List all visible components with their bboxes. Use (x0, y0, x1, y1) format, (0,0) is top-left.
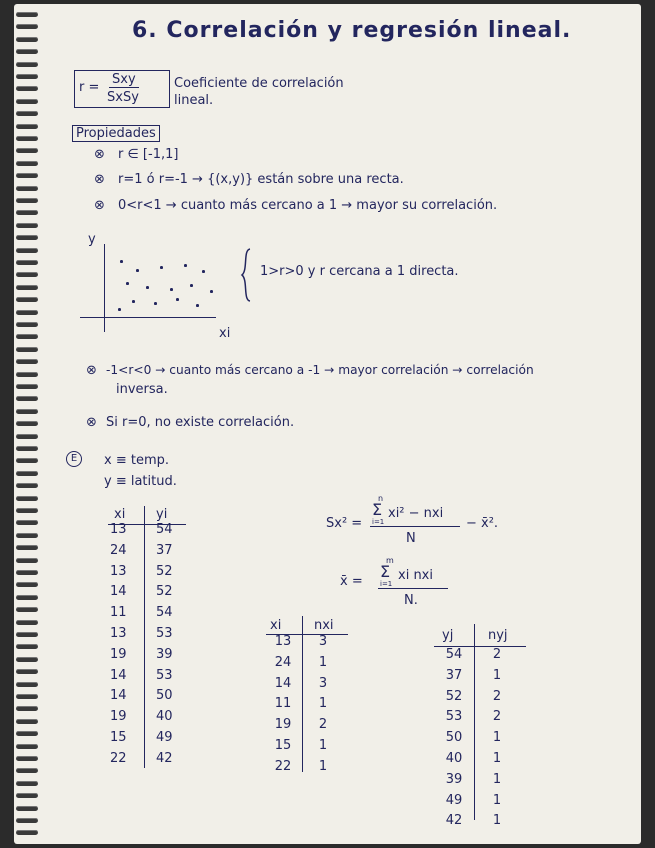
spiral-ring (16, 744, 38, 749)
spiral-ring (16, 272, 38, 277)
table-cell: 42 (445, 813, 463, 829)
spiral-ring (16, 347, 38, 352)
sx2-fraction-bar (370, 526, 460, 527)
table-main-y-column (156, 520, 186, 770)
spiral-ring (16, 607, 38, 612)
spiral-ring (16, 198, 38, 203)
sigma-icon: Σ (380, 562, 391, 581)
table-xfreq-n-column (308, 632, 338, 778)
spiral-ring (16, 595, 38, 600)
table-cell: 22 (274, 758, 292, 774)
table-cell: 11 (274, 696, 292, 712)
table-cell: 42 (156, 750, 173, 766)
scatter-point (118, 308, 121, 311)
table-cell: 14 (110, 688, 127, 704)
spiral-binding (14, 4, 40, 844)
scatter-point (170, 288, 173, 291)
spiral-ring (16, 545, 38, 550)
table-cell: 54 (156, 522, 173, 537)
table-main-divider (144, 506, 145, 768)
spiral-ring (16, 632, 38, 637)
table-cell: 1 (318, 737, 328, 753)
table-cell: 1 (492, 792, 502, 808)
spiral-ring (16, 446, 38, 451)
property-2: r=1 ó r=-1 → {(x,y)} están sobre una recta. (118, 172, 404, 187)
table-yfreq-y-column (438, 645, 470, 832)
table-xfreq-header-n: nxi (314, 618, 334, 633)
spiral-ring (16, 37, 38, 42)
spiral-ring (16, 297, 38, 302)
spiral-ring (16, 124, 38, 129)
table-cell: 24 (110, 542, 127, 558)
xbar-sum-top: m (386, 556, 394, 565)
table-cell: 1 (492, 771, 502, 787)
formula-caption-2: lineal. (174, 93, 214, 108)
scatter-point (202, 270, 205, 273)
table-cell: 49 (445, 792, 463, 808)
plot-x-axis (80, 317, 216, 318)
plot-y-label: y (88, 232, 96, 247)
table-cell: 14 (274, 675, 292, 691)
table-xfreq-x-column (268, 632, 298, 778)
property-3: 0<r<1 → cuanto más cercano a 1 → mayor su correlación. (118, 198, 498, 213)
spiral-ring (16, 719, 38, 724)
table-cell: 15 (110, 729, 127, 745)
spiral-ring (16, 644, 38, 649)
table-cell: 15 (274, 737, 292, 753)
spiral-ring (16, 657, 38, 662)
scatter-point (154, 302, 157, 305)
spiral-ring (16, 99, 38, 104)
spiral-ring (16, 483, 38, 488)
spiral-ring (16, 285, 38, 290)
table-cell: 1 (318, 696, 328, 712)
table-xfreq-divider (302, 616, 303, 772)
sigma-icon: Σ (372, 500, 383, 519)
table-cell: 19 (110, 709, 127, 725)
spiral-ring (16, 793, 38, 798)
table-cell: 2 (318, 717, 328, 733)
spiral-ring (16, 12, 38, 17)
scatter-point (126, 282, 129, 285)
spiral-ring (16, 322, 38, 327)
formula-box (74, 70, 170, 108)
table-cell: 37 (445, 667, 463, 683)
spiral-ring (16, 49, 38, 54)
table-cell: 39 (445, 771, 463, 787)
sx2-lhs: Sx² = (326, 516, 363, 531)
table-cell: 39 (156, 646, 173, 662)
sx2-tail: − x̄². (466, 516, 499, 531)
spiral-ring (16, 334, 38, 339)
page-title: 6. Correlación y regresión lineal. (132, 18, 572, 43)
plot-note: 1>r>0 y r cercana a 1 directa. (260, 264, 459, 279)
table-cell: 1 (318, 758, 328, 774)
example-y-def: y ≡ latitud. (104, 474, 177, 489)
spiral-ring (16, 508, 38, 513)
table-yfreq-divider (474, 624, 475, 820)
table-cell: 37 (156, 542, 173, 558)
table-cell: 24 (274, 654, 292, 670)
spiral-ring (16, 731, 38, 736)
table-main-header-x: xi (114, 507, 126, 522)
table-cell: 52 (156, 584, 173, 600)
property-4-line-2: inversa. (116, 382, 168, 397)
propiedades-label: Propiedades (72, 125, 160, 142)
plot-x-label: xi (219, 326, 231, 341)
table-cell: 3 (318, 675, 328, 691)
property-1: r ∈ [-1,1] (118, 147, 179, 162)
spiral-ring (16, 421, 38, 426)
spiral-ring (16, 384, 38, 389)
spiral-ring (16, 161, 38, 166)
table-cell: 54 (156, 605, 173, 621)
bullet-icon: ⊗ (94, 147, 105, 162)
spiral-ring (16, 235, 38, 240)
table-cell: 1 (492, 730, 502, 746)
spiral-ring (16, 260, 38, 265)
table-cell: 13 (274, 634, 292, 649)
table-cell: 19 (274, 717, 292, 733)
spiral-ring (16, 136, 38, 141)
scatter-point (196, 304, 199, 307)
spiral-ring (16, 781, 38, 786)
spiral-ring (16, 223, 38, 228)
table-cell: 13 (110, 563, 127, 579)
spiral-ring (16, 768, 38, 773)
spiral-ring (16, 173, 38, 178)
table-cell: 3 (318, 634, 328, 649)
sx2-sum-top: n (378, 494, 384, 503)
formula-lhs: r = (79, 80, 100, 95)
table-cell: 14 (110, 667, 127, 683)
table-cell: 1 (492, 813, 502, 829)
spiral-ring (16, 396, 38, 401)
scatter-point (136, 269, 139, 272)
table-cell: 11 (110, 605, 127, 621)
sx2-denominator: N (406, 531, 416, 546)
table-cell: 1 (492, 667, 502, 683)
table-yfreq-header-y: yj (442, 628, 454, 643)
spiral-ring (16, 74, 38, 79)
table-cell: 40 (445, 750, 463, 766)
spiral-ring (16, 620, 38, 625)
spiral-ring (16, 520, 38, 525)
property-4-line-1: -1<r<0 → cuanto más cercano a -1 → mayor correlación → correlación (106, 363, 534, 377)
example-marker: E (66, 451, 82, 467)
table-cell: 2 (492, 709, 502, 725)
xbar-sum-bottom: i=1 (380, 580, 393, 588)
spiral-ring (16, 818, 38, 823)
spiral-ring (16, 409, 38, 414)
scatter-point (120, 260, 123, 263)
spiral-ring (16, 186, 38, 191)
spiral-ring (16, 86, 38, 91)
table-cell: 2 (492, 688, 502, 704)
scatter-point (146, 286, 149, 289)
curly-brace-icon (240, 248, 254, 302)
scatter-point (190, 284, 193, 287)
table-cell: 22 (110, 750, 127, 766)
table-yfreq-n-column (482, 645, 512, 832)
bullet-icon: ⊗ (86, 415, 97, 430)
spiral-ring (16, 111, 38, 116)
spiral-ring (16, 434, 38, 439)
scatter-point (210, 290, 213, 293)
bullet-icon: ⊗ (94, 198, 105, 213)
table-cell: 13 (110, 625, 127, 641)
formula-caption-1: Coeficiente de correlación (174, 76, 344, 91)
spiral-ring (16, 248, 38, 253)
spiral-ring (16, 830, 38, 835)
spiral-ring (16, 359, 38, 364)
scatter-point (160, 266, 163, 269)
scatter-point (132, 300, 135, 303)
scatter-point (176, 298, 179, 301)
table-cell: 53 (445, 709, 463, 725)
formula-denominator: SxSy (107, 90, 139, 105)
property-5: Si r=0, no existe correlación. (106, 415, 295, 430)
table-main-header-y: yi (156, 507, 168, 522)
spiral-ring (16, 471, 38, 476)
sx2-numerator: xi² − nxi (388, 506, 444, 521)
spiral-ring (16, 372, 38, 377)
table-cell: 54 (445, 647, 463, 662)
spiral-ring (16, 148, 38, 153)
spiral-ring (16, 694, 38, 699)
table-yfreq-header-n: nyj (488, 628, 508, 643)
spiral-ring (16, 24, 38, 29)
spiral-ring (16, 62, 38, 67)
spiral-ring (16, 582, 38, 587)
spiral-ring (16, 682, 38, 687)
spiral-ring (16, 310, 38, 315)
spiral-ring (16, 558, 38, 563)
spiral-ring (16, 806, 38, 811)
table-cell: 2 (492, 647, 502, 662)
table-cell: 1 (492, 750, 502, 766)
spiral-ring (16, 706, 38, 711)
spiral-ring (16, 570, 38, 575)
table-cell: 50 (156, 688, 173, 704)
xbar-lhs: x̄ = (340, 574, 363, 589)
scatter-point (184, 264, 187, 267)
table-cell: 1 (318, 654, 328, 670)
table-cell: 40 (156, 709, 173, 725)
spiral-ring (16, 458, 38, 463)
table-main-x-column (110, 520, 140, 770)
formula-numerator: Sxy (109, 72, 139, 88)
notebook-page (14, 4, 641, 844)
table-cell: 53 (156, 667, 173, 683)
example-x-def: x ≡ temp. (104, 453, 169, 468)
xbar-numerator: xi nxi (398, 568, 433, 583)
spiral-ring (16, 533, 38, 538)
xbar-fraction-bar (378, 588, 448, 589)
table-cell: 52 (156, 563, 173, 579)
table-cell: 13 (110, 522, 127, 537)
table-cell: 49 (156, 729, 173, 745)
table-cell: 14 (110, 584, 127, 600)
table-cell: 19 (110, 646, 127, 662)
spiral-ring (16, 756, 38, 761)
spiral-ring (16, 669, 38, 674)
table-cell: 52 (445, 688, 463, 704)
bullet-icon: ⊗ (86, 363, 97, 378)
spiral-ring (16, 496, 38, 501)
bullet-icon: ⊗ (94, 172, 105, 187)
table-xfreq-header-x: xi (270, 618, 282, 633)
table-cell: 50 (445, 730, 463, 746)
plot-y-axis (104, 244, 105, 332)
spiral-ring (16, 210, 38, 215)
xbar-denominator: N. (404, 593, 418, 608)
sx2-sum-bottom: i=1 (372, 518, 385, 526)
table-cell: 53 (156, 625, 173, 641)
